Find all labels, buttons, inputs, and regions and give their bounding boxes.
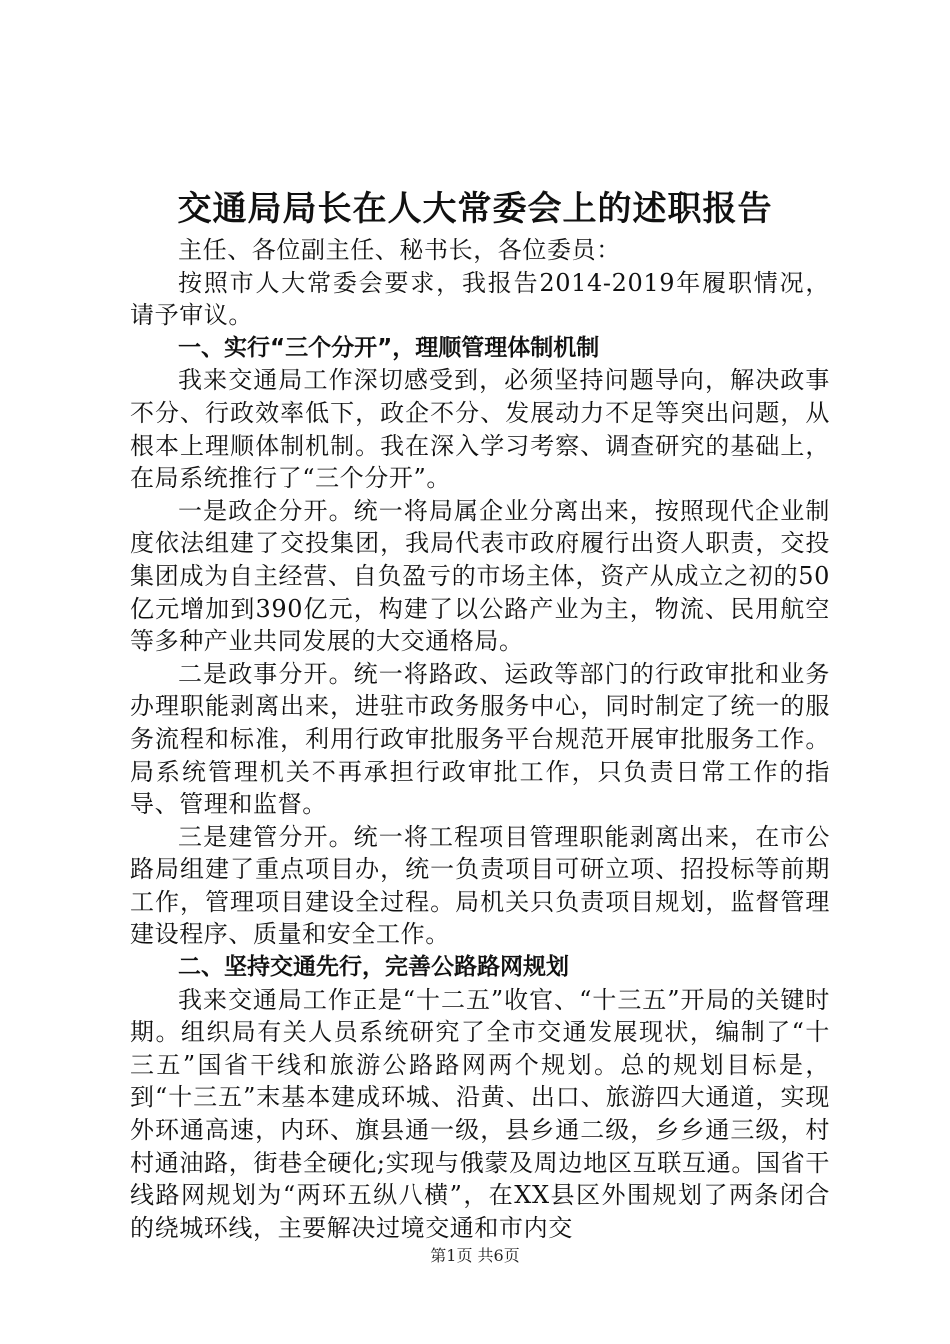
- section-1-paragraph-3: 二是政事分开。统一将路政、运政等部门的行政审批和业务办理职能剥离出来，进驻市政务服务中心，同时制定了统一的服务流程和标准，利用行政审批服务平台规范开展审批服务工作。局系统管理机关不再承担行政审批工作，只负责日常工作的指导、管理和监督。: [130, 659, 830, 819]
- intro-paragraph: 按照市人大常委会要求，我报告2014-2019年履职情况，请予审议。: [130, 268, 830, 330]
- section-2-paragraph-1: 我来交通局工作正是“十二五”收官、“十三五”开局的关键时期。组织局有关人员系统研究了全市交通发展现状，编制了“十三五”国省干线和旅游公路路网两个规划。总的规划目标是，到“十三五”末基本建成环城、沿黄、出口、旅游四大通道，实现外环通高速，内环、旗县通一级，县乡通二级，乡乡通三级，村村通油路，街巷全硬化;实现与俄蒙及周边地区互联互通。国省干线路网规划为“两环五纵八横”，在XX县区外围规划了两条闭合的绕城环线，主要解决过境交通和市内交: [130, 985, 830, 1242]
- document-title: 交通局局长在人大常委会上的述职报告: [177, 189, 773, 229]
- section-2-heading: 二、坚持交通先行，完善公路路网规划: [178, 954, 569, 981]
- document-body: [130, 234, 830, 1244]
- salutation: 主任、各位副主任、秘书长，各位委员：: [178, 236, 621, 264]
- section-1-heading: 一、实行“三个分开”，理顺管理体制机制: [178, 334, 600, 361]
- section-1-paragraph-1: 我来交通局工作深切感受到，必须坚持问题导向，解决政事不分、行政效率低下，政企不分、发展动力不足等突出问题，从根本上理顺体制机制。我在深入学习考察、调查研究的基础上，在局系统推行了“三个分开”。: [130, 366, 830, 493]
- section-1-paragraph-2: 一是政企分开。统一将局属企业分离出来，按照现代企业制度依法组建了交投集团，我局代表市政府履行出资人职责，交投集团成为自主经营、自负盈亏的市场主体，资产从成立之初的50亿元增加到390亿元，构建了以公路产业为主，物流、民用航空等多种产业共同发展的大交通格局。: [130, 496, 830, 656]
- page-footer: 第1页 共6页: [430, 1246, 520, 1265]
- section-1-paragraph-4: 三是建管分开。统一将工程项目管理职能剥离出来，在市公路局组建了重点项目办，统一负责项目可研立项、招投标等前期工作，管理项目建设全过程。局机关只负责项目规划，监督管理建设程序、质量和安全工作。: [130, 822, 830, 949]
